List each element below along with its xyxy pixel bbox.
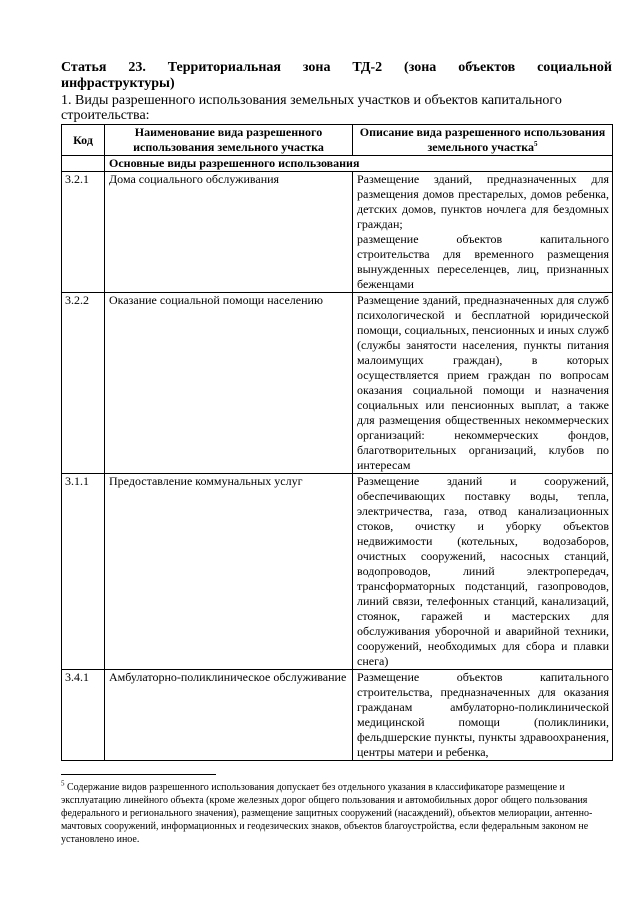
footnote-divider [61, 774, 216, 775]
table-header-row [62, 125, 613, 156]
footnote-reference: 5 [534, 140, 538, 148]
name-cell: Дома социального обслуживания [105, 172, 353, 293]
section-subtitle: 1. Виды разрешенного использования земельных участков и объектов капитального строительства: [61, 93, 562, 123]
name-cell: Оказание социальной помощи населению [105, 293, 353, 474]
article-title [61, 60, 612, 92]
description-cell: Размещение зданий, предназначенных для служб психологической и бесплатной юридической помощи, социальных, пенсионных и иных служб (службы занятости населения, пункты питания малоимущих граждан), в которых осуществляется прием граждан по вопросам оказания социальной помощи и назначения социальных или пенсионных выплат, а также для размещения общественных некоммерческих организаций: некоммерческих фондов, благотворительных организаций, клубов по интересам [353, 293, 613, 474]
title-word: Статья [61, 60, 107, 75]
title-word: 23. [128, 60, 146, 75]
header-code: Код [62, 125, 105, 156]
section-row [62, 156, 613, 172]
title-word: зона [302, 60, 331, 75]
description-cell: Размещение зданий, предназначенных для размещения домов престарелых, домов ребенка, детских домов, пунктов ночлега для бездомных граждан; размещение объектов капитального строительства для временного размещения вынужденных переселенцев, лиц, признанных беженцами [353, 172, 613, 293]
article-title-line2: инфраструктуры) [61, 76, 175, 91]
header-description [353, 125, 613, 156]
code-cell: 3.2.2 [62, 293, 105, 474]
name-cell: Амбулаторно-поликлиническое обслуживание [105, 670, 353, 761]
table-row [62, 293, 613, 474]
header-description-text: Описание вида разрешенного использования земельного участка [359, 125, 606, 154]
table-row [62, 474, 613, 670]
name-cell: Предоставление коммунальных услуг [105, 474, 353, 670]
section-code-cell [62, 156, 105, 172]
section-title: Основные виды разрешенного использования [105, 156, 613, 172]
title-word: социальной [537, 60, 612, 75]
description-cell: Размещение объектов капитального строительства, предназначенных для оказания гражданам амбулаторно-поликлинической медицинской помощи (поликлиники, фельдшерские пункты, пункты здравоохранения, центры матери и ребенка, [353, 670, 613, 761]
footnote-text: Содержание видов разрешенного использования допускает без отдельного указания в классификаторе размещение и эксплуатацию линейного объекта (кроме железных дорог общего пользования и автомобильных дорог общего пользования федерального и регионального значения), размещение защитных сооружений (насаждений), объектов мелиорации, антенно-мачтовых сооружений, информационных и геодезических знаков, объектов благоустройства, если федеральным законом не установлено иное. [61, 782, 593, 845]
code-cell: 3.4.1 [62, 670, 105, 761]
title-word: (зона [404, 60, 437, 75]
code-cell: 3.1.1 [62, 474, 105, 670]
table-row [62, 172, 613, 293]
footnote-mark: 5 [61, 779, 65, 788]
document-page [61, 60, 612, 761]
title-word: Территориальная [167, 60, 281, 75]
description-cell: Размещение зданий и сооружений, обеспечивающих поставку воды, тепла, электричества, газа, отвод канализационных стоков, очистку и уборку объектов недвижимости (котельных, водозаборов, очистных сооружений, насосных станций, водопроводов, линий электропередач, трансформаторных подстанций, газопроводов, линий связи, телефонных станций, канализаций, стоянок, гаражей и мастерских для обслуживания уборочной и аварийной техники, сооружений, необходимых для сбора и плавки снега) [353, 474, 613, 670]
table-row [62, 670, 613, 761]
title-word: объектов [458, 60, 516, 75]
land-use-table [61, 124, 613, 761]
title-word: ТД-2 [352, 60, 383, 75]
code-cell: 3.2.1 [62, 172, 105, 293]
header-name: Наименование вида разрешенного использования земельного участка [105, 125, 353, 156]
article-title-line1 [61, 60, 612, 76]
footnote [61, 781, 612, 846]
